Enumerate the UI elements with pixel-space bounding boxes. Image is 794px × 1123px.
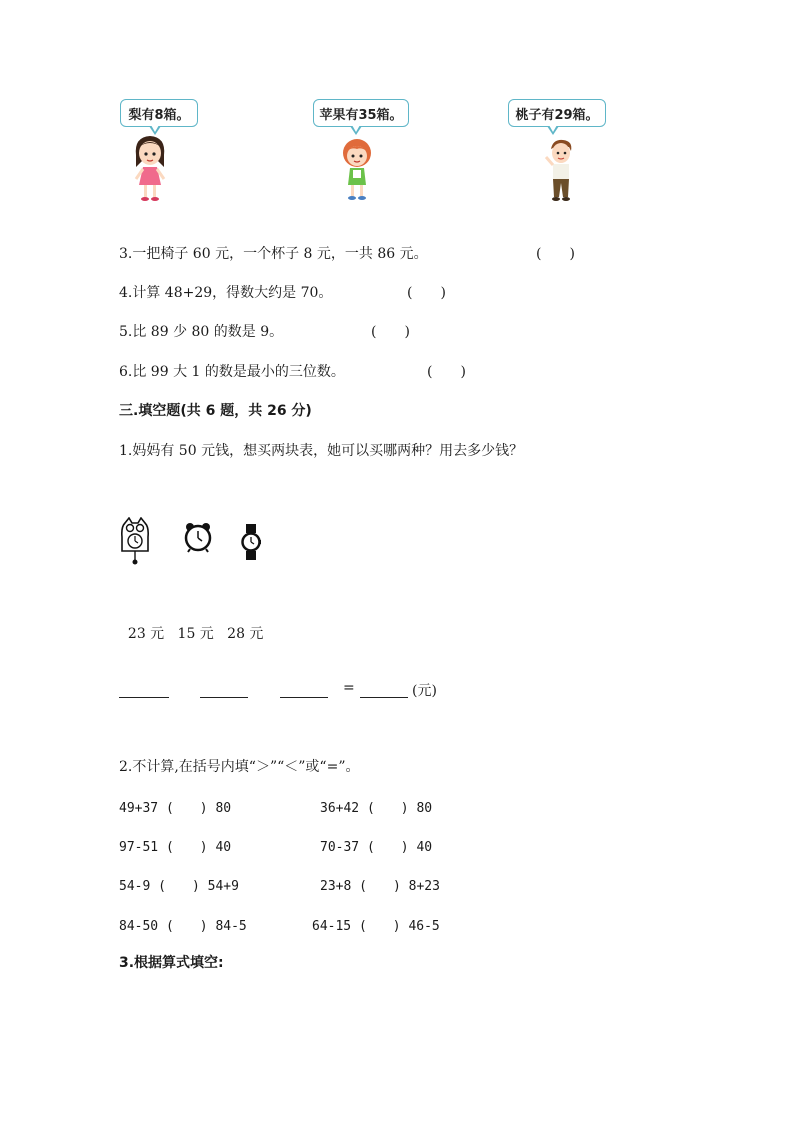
bubble-peach: [508, 99, 606, 127]
bubble-pear-text: 梨有8箱。: [128, 107, 190, 123]
price-list: [119, 604, 263, 644]
compare-row-4-right[interactable]: 64-15 ( ) 46-5: [312, 919, 440, 934]
judge-q6: 6.比 99 大 1 的数是最小的三位数。: [119, 364, 345, 380]
alarm-clock-icon: [183, 521, 213, 553]
judge-q4-paren[interactable]: ( ): [407, 285, 446, 301]
judge-q5-paren[interactable]: ( ): [371, 324, 410, 340]
judge-q3-paren[interactable]: ( ): [536, 246, 575, 262]
section-title: 三.填空题(共 6 题，共 26 分): [119, 403, 312, 419]
judge-q3: 3.一把椅子 60 元，一个杯子 8 元，一共 86 元。: [119, 246, 428, 262]
compare-row-1-left[interactable]: 49+37 ( ) 80: [119, 801, 232, 816]
unit-label: (元): [412, 683, 437, 699]
price-alarm-clock: 15 元: [177, 626, 214, 642]
price-owl-clock: 23 元: [127, 626, 165, 642]
bubble-apple: [313, 99, 409, 127]
q1-text: 1.妈妈有 50 元钱，想买两块表，她可以买哪两种？用去多少钱？: [119, 443, 524, 459]
compare-row-3-right[interactable]: 23+8 ( ) 8+23: [320, 879, 440, 894]
answer-blank-2[interactable]: [200, 697, 248, 698]
girl-red-hair-figure-icon: [337, 137, 377, 203]
q3-text: 3.根据算式填空:: [119, 955, 224, 971]
judge-q6-paren[interactable]: ( ): [427, 364, 466, 380]
answer-blank-3[interactable]: [280, 697, 328, 698]
girl-figure-icon: [130, 133, 170, 203]
bubble-peach-text: 桃子有29箱。: [515, 107, 599, 123]
compare-row-2-right[interactable]: 70-37 ( ) 40: [320, 840, 433, 855]
compare-row-3-left[interactable]: 54-9 ( ) 54+9: [119, 879, 239, 894]
compare-row-1-right[interactable]: 36+42 ( ) 80: [320, 801, 433, 816]
bubble-pear: [120, 99, 198, 127]
judge-q5: 5.比 89 少 80 的数是 9。: [119, 324, 284, 340]
q2-text: 2.不计算,在括号内填“＞”“＜”或“=”。: [119, 759, 360, 775]
compare-row-4-left[interactable]: 84-50 ( ) 84-5: [119, 919, 247, 934]
answer-blank-1[interactable]: [119, 697, 169, 698]
boy-figure-icon: [543, 137, 579, 205]
judge-q4: 4.计算 48+29，得数大约是 70。: [119, 285, 333, 301]
bubble-apple-text: 苹果有35箱。: [319, 107, 403, 123]
compare-row-2-left[interactable]: 97-51 ( ) 40: [119, 840, 232, 855]
equals-sign: =: [343, 680, 355, 696]
price-wrist-watch: 28 元: [227, 626, 264, 642]
answer-blank-total[interactable]: [360, 697, 408, 698]
owl-clock-icon: [120, 517, 150, 565]
wrist-watch-icon: [241, 524, 261, 560]
